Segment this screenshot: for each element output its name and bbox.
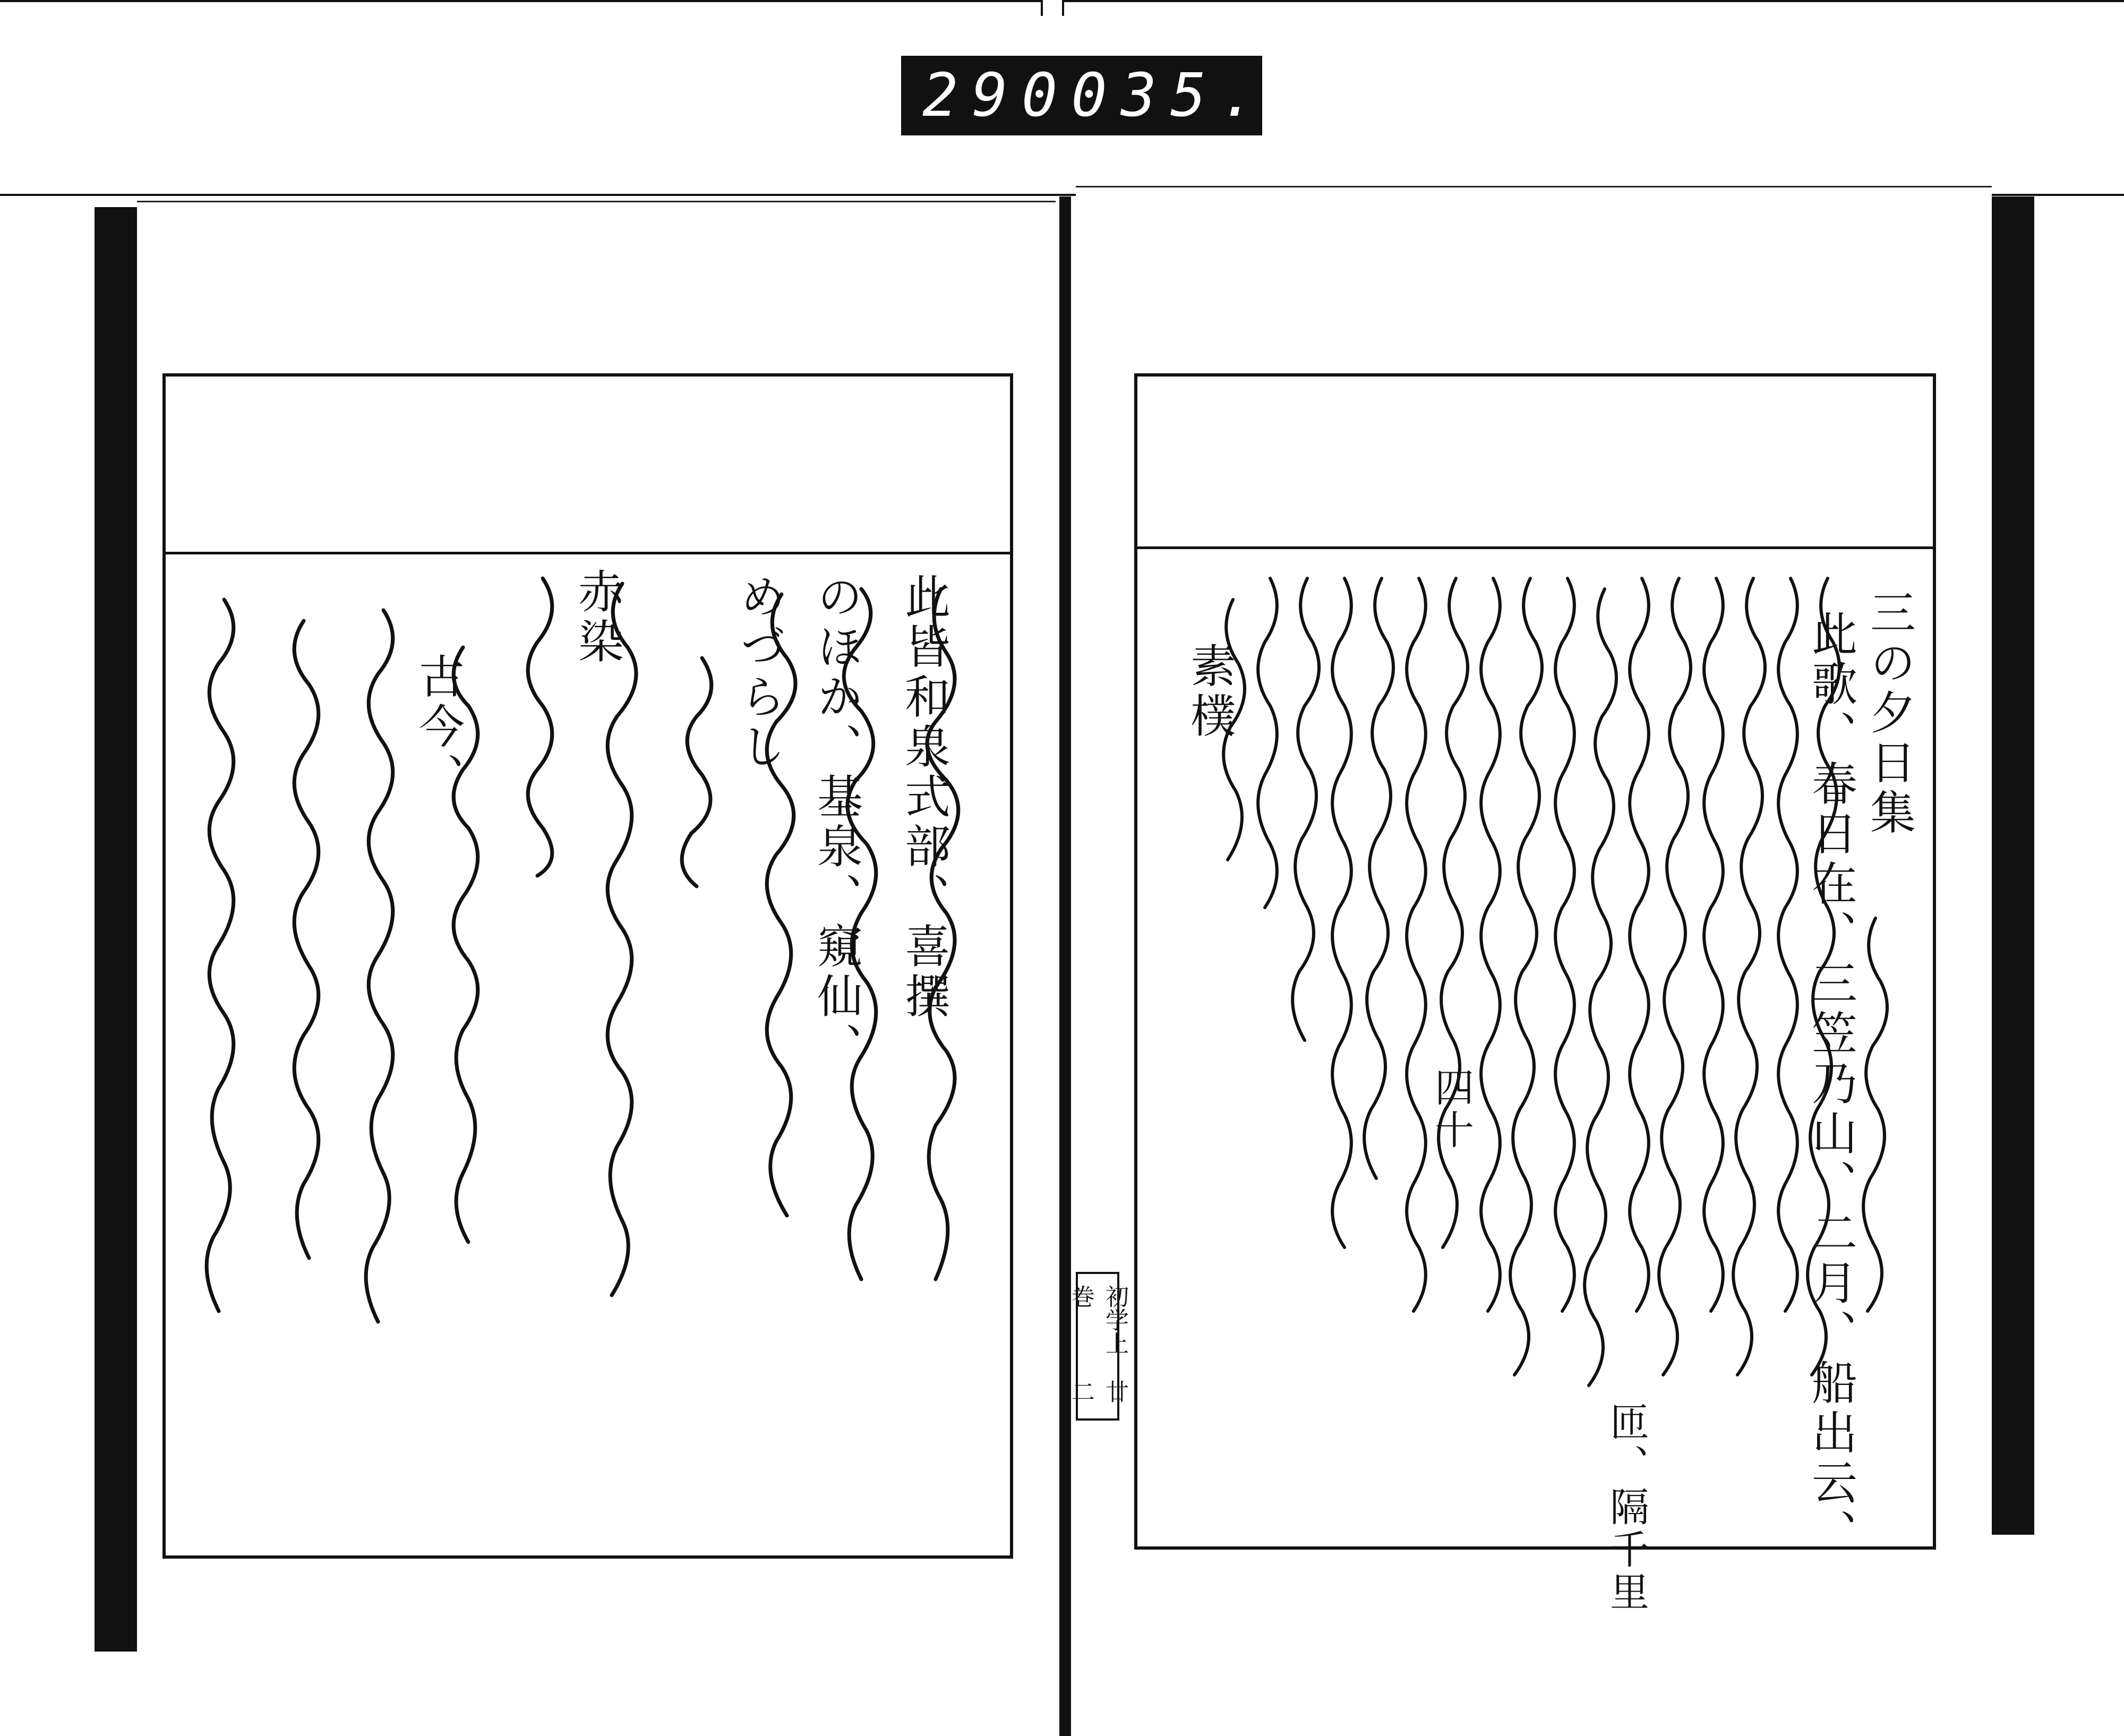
page-tab: [1067, 1272, 1128, 1421]
right-stroke-col-e: [1704, 578, 1723, 1311]
right-page: [1076, 186, 1992, 1681]
tab-label: 初学上巻: [1067, 1285, 1128, 1355]
right-stroke-col-n: [1364, 578, 1393, 1178]
right-stroke-col-b: [1808, 578, 1839, 1375]
left-header-band: [166, 377, 1010, 554]
right-column-2: 此歌、春日在、三笠乃山、二月、船出云、: [1804, 610, 1857, 1559]
frame-number: 035.: [1071, 61, 1270, 130]
right-stroke-col-p: [1292, 578, 1319, 1040]
left-stroke-col-1: [927, 589, 958, 1279]
right-page-frame: [1134, 373, 1936, 1614]
right-stroke-col-o: [1332, 578, 1351, 1247]
right-stroke-col-j: [1510, 578, 1542, 1375]
reel-number: 290: [922, 61, 1072, 130]
right-stroke-col-h: [1585, 589, 1616, 1386]
right-column-26: 素樸: [1183, 642, 1236, 742]
left-page-frame: [162, 373, 1013, 1559]
left-column-3: めづらし: [732, 573, 785, 773]
left-cursive-script: [166, 552, 1010, 1555]
left-stroke-col-6: [528, 578, 552, 876]
right-stroke-col-k: [1481, 578, 1500, 1311]
left-stroke-col-10: [207, 600, 234, 1311]
right-cover-edge: [1992, 196, 2034, 1535]
right-stroke-col-c: [1778, 578, 1797, 1311]
left-column-7: 古今、: [411, 653, 464, 802]
left-stroke-col-5: [607, 584, 636, 1295]
right-stroke-col-q: [1258, 578, 1277, 908]
right-cursive-script: [1137, 546, 1934, 1614]
left-page: [137, 201, 1056, 1682]
left-cover-edge: [95, 207, 137, 1652]
right-header-band: [1137, 377, 1933, 549]
right-stroke-col-r: [1223, 600, 1245, 860]
right-stroke-col-f: [1659, 578, 1691, 1375]
right-stroke-col-g: [1630, 578, 1649, 1311]
right-stroke-col-i: [1555, 578, 1574, 1311]
right-stroke-col-a: [1863, 918, 1887, 1311]
left-stroke-col-4: [682, 658, 712, 886]
book-gutter: [1059, 196, 1071, 1736]
left-stroke-col-2: [844, 589, 876, 1279]
tab-page-number: 廿二: [1067, 1380, 1128, 1404]
right-stroke-col-m: [1407, 578, 1426, 1311]
right-column-1: 三の夕日集: [1862, 589, 1915, 839]
left-stroke-col-7: [453, 647, 478, 1242]
left-stroke-col-3: [767, 594, 795, 1216]
right-column-18: 四十: [1428, 1067, 1474, 1152]
right-column-21: 匝、隔千里: [1604, 1401, 1649, 1614]
left-stroke-col-8: [366, 610, 393, 1322]
right-stroke-col-d: [1733, 578, 1765, 1375]
left-column-5: 赤染: [570, 568, 623, 668]
left-stroke-col-9: [294, 621, 319, 1258]
left-column-1: 此皆和泉式部、喜撰: [897, 573, 950, 1022]
right-stroke-col-l: [1438, 578, 1468, 1247]
left-column-2: のほか、基泉、窺仙、: [809, 573, 862, 1072]
